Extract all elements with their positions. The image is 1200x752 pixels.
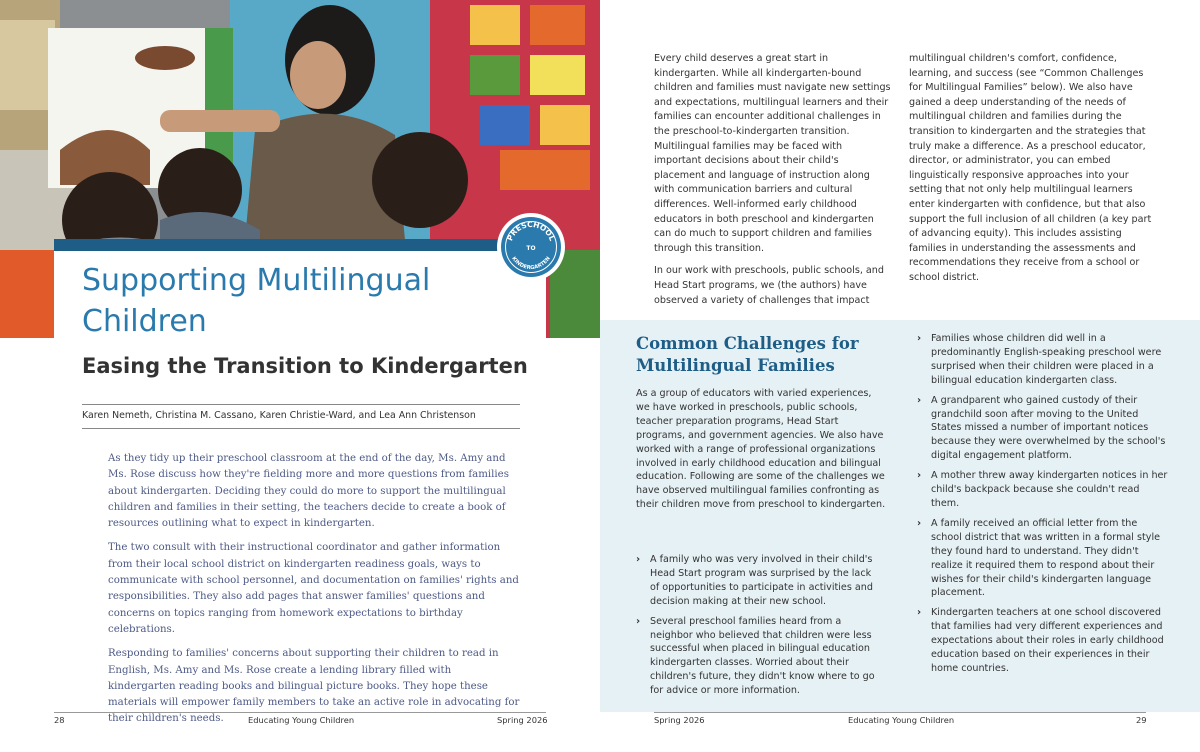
badge-bottom-text: KINDERGARTEN: [510, 255, 552, 272]
chevron-right-icon: ›: [917, 607, 922, 619]
authors-byline: Karen Nemeth, Christina M. Cassano, Karen Christie-Ward, and Lea Ann Christenson: [82, 410, 476, 421]
intro-paragraph: multilingual children's comfort, confidence, learning, and success (see “Common Challenges for Multilingual Families” below). We also have gained a deep understanding of the needs of multilingual children and families during the transition to kindergarten and the strategies that truly make a difference. As a preschool educator, director, or administrator, you can embed linguistically responsive approaches into your setting that not only help multilingual learners enter kindergarten with confidence, but that also support the full inclusion of all children (a key part of advancing equity). This includes assisting families in understanding the assessments and recommendations they receive from a school or school district.: [909, 53, 1152, 283]
challenge-item: › Kindergarten teachers at one school discovered that families had very different experiences and expectations about their roles in early childhood education based on their experiences in their home countries.: [917, 607, 1164, 674]
authors-top-rule: [82, 404, 520, 405]
page-number: 28: [54, 715, 65, 725]
chevron-right-icon: ›: [917, 517, 922, 529]
magazine-name: Educating Young Children: [848, 715, 955, 725]
svg-text:PRESCHOOL: [505, 220, 557, 242]
challenge-item: › A mother threw away kindergarten notices in her child's backpack because she couldn't read them.: [917, 470, 1168, 509]
opening-vignette: [108, 451, 520, 736]
footer-rule: [654, 712, 1146, 713]
issue-date: Spring 2026: [654, 715, 705, 725]
badge-top-text: PRESCHOOL: [505, 219, 557, 243]
intro-column-1: [654, 52, 892, 316]
intro-column-2: [909, 52, 1157, 294]
chevron-right-icon: ›: [917, 333, 922, 344]
challenge-item: › Several preschool families heard from a neighbor who believed that children were less successful when placed in bilingual education kindergarten classes. Worried about their children's future, they didn't know where to go for advice or more information.: [636, 615, 875, 697]
challenge-item: › A grandparent who gained custody of their grandchild soon after moving to the United States missed a number of important notices because they were overwhelmed by the school's digital engagement platform.: [917, 394, 1166, 462]
badge-middle-text: TO: [526, 245, 536, 252]
chevron-right-icon: ›: [917, 394, 922, 406]
vignette-paragraph: As they tidy up their preschool classroom at the end of the day, Ms. Amy and Ms. Rose discuss how they're fielding more and more questions from families about kindergarten. Deciding they could do more to support the multilingual children and families in their setting, the teachers decide to create a book of resources outlining what to expect in kindergarten.: [108, 453, 509, 530]
right-page: [600, 0, 1200, 752]
challenges-list-col1: [636, 553, 882, 704]
challenge-item: › A family received an official letter from the school district that was written in a formal style they found hard to understand. They didn't realize it required them to respond about their wishes for their child's kindergarten language placement.: [917, 517, 1161, 599]
intro-paragraph: Every child deserves a great start in kindergarten. While all kindergarten-bound children and families must navigate new settings and expectations, multilingual learners and their families can encounter additional challenges in the preschool-to-kindergarten transition. Multilingual families may be faced with important decisions about their child's placement and language of instruction along with communication barriers and cultural differences. Well-informed early childhood educators in both preschool and kindergarten can do much to support children and families through this transition.: [654, 53, 891, 254]
chevron-right-icon: ›: [917, 470, 922, 482]
challenges-sidebar: [600, 320, 1200, 712]
footer-rule: [54, 712, 546, 713]
chevron-right-icon: ›: [636, 615, 641, 627]
chevron-right-icon: ›: [636, 554, 641, 565]
vignette-paragraph: The two consult with their instructional coordinator and gather information from their local school district on kindergarten readiness goals, ways to communicate with school personnel, and documentation on families' rights and responsibilities. They also add pages that answer families' questions and concerns on topics ranging from homework expectations to birthday celebrations.: [108, 542, 519, 635]
magazine-name: Educating Young Children: [248, 715, 355, 725]
title-accent-bar: [54, 239, 546, 251]
challenges-list-col2: [917, 332, 1169, 682]
sidebar-intro: As a group of educators with varied experiences, we have worked in preschools, public schools, teacher preparation programs, Head Start programs, and government agencies. We also have worked with a range of professional organizations involved in early childhood education and bilingual education. Following are some of the challenges we have observed multilingual families confronting as their children move from preschool to kindergarten.: [636, 388, 886, 511]
challenge-item: › A family who was very involved in their child's Head Start program was surprised by the lack of opportunities to participate in activities and decision making at their new school.: [636, 554, 873, 607]
article-title: Supporting Multilingual Children: [82, 263, 431, 339]
issue-date: Spring 2026: [497, 715, 548, 725]
article-subtitle: Easing the Transition to Kindergarten: [82, 354, 528, 378]
page-number: 29: [1136, 715, 1147, 725]
vignette-paragraph: Responding to families' concerns about supporting their children to read in English, Ms. Amy and Ms. Rose create a lending library filled with kindergarten reading books and bilingual picture books. They hope these materials will empower family members to take an active role in advocating for their children's needs.: [108, 648, 520, 725]
sidebar-title: Common Challenges for Multilingual Families: [636, 334, 859, 375]
authors-bottom-rule: [82, 428, 520, 429]
challenge-item: › Families whose children did well in a predominantly English-speaking preschool were surprised when their children were placed in a bilingual education kindergarten class.: [917, 333, 1162, 386]
intro-paragraph: In our work with preschools, public schools, and Head Start programs, we (the authors) have observed a variety of challenges that impact: [654, 265, 884, 306]
